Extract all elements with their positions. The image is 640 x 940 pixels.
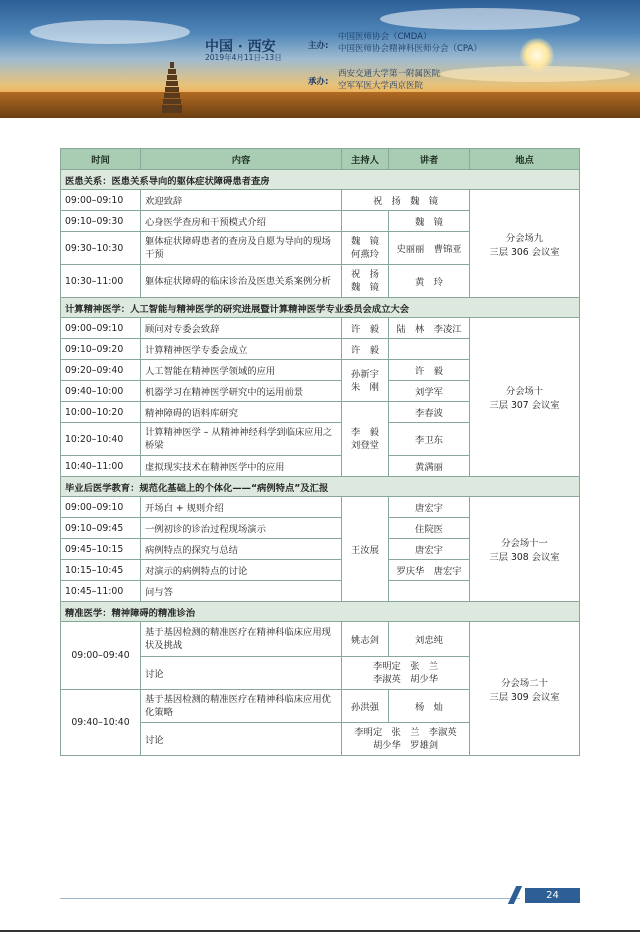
organizer-org: 空军军医大学西京医院 [338,81,424,91]
event-date: 2019年4月11日–13日 [205,53,282,62]
venue-name: 分会场二十 [501,677,548,689]
host-cell [342,211,389,232]
content-cell: 欢迎致辞 [141,190,342,211]
footer-slash-shape [508,886,522,904]
host-cell: 王汝展 [342,497,389,602]
host-speaker-cell [342,657,470,690]
section-title: 毕业后医学教育：规范化基础上的个体化——“病例特点”及汇报 [61,477,580,497]
content-cell: 开场白 + 规则介绍 [141,497,342,518]
col-header-host: 主持人 [342,149,389,170]
host-speaker-cell [342,723,470,756]
speaker-cell: 史丽丽 曹锦亚 [389,232,470,265]
speaker-cell: 李卫东 [389,423,470,456]
time-cell: 09:45–10:15 [61,539,141,560]
table-row [61,190,580,211]
time-cell: 09:00–09:10 [61,497,141,518]
time-cell: 10:20–10:40 [61,423,141,456]
time-cell: 09:00–09:40 [61,622,141,690]
content-cell: 基于基因检测的精准医疗在精神科临床应用现状及挑战 [141,622,342,657]
speaker-cell: 黄 玲 [389,265,470,298]
section-title: 计算精神医学：人工智能与精神医学的研究进展暨计算精神医学专业委员会成立大会 [61,298,580,318]
event-city: 中国 · 西安 [205,39,276,55]
time-cell: 09:20–09:40 [61,360,141,381]
organizer-label: 承办: [308,77,329,87]
time-cell: 09:40–10:00 [61,381,141,402]
pagoda-icon [162,62,182,108]
speaker-cell [389,339,470,360]
host-speaker-cell: 祝 扬 魏 镜 [342,190,470,211]
page-number: 24 [525,888,580,903]
time-cell: 09:10–09:45 [61,518,141,539]
venue-cell [470,318,580,477]
table-row [61,622,580,657]
time-cell: 10:15–10:45 [61,560,141,581]
section-row [61,477,580,497]
venue-cell [470,497,580,602]
footer-rule [60,898,520,899]
venue-name: 分会场十 [505,386,544,397]
schedule-table [60,148,580,756]
speaker-cell: 陆 林 李凌江 [389,318,470,339]
speaker-cell: 唐宏宇 [389,497,470,518]
time-cell: 10:00–10:20 [61,402,141,423]
content-cell: 心身医学查房和干预模式介绍 [141,211,342,232]
content-cell: 问与答 [141,581,342,602]
section-title: 医患关系：医患关系导向的躯体症状障碍患者查房 [61,170,580,190]
bottom-rule [0,930,640,932]
speaker-cell [389,581,470,602]
section-row [61,170,580,190]
content-cell: 人工智能在精神医学领域的应用 [141,360,342,381]
content-cell: 顾问对专委会致辞 [141,318,342,339]
discussant-line: 李明定 张 兰 李淑英 [354,727,457,738]
discussant-line: 胡少华 罗雄剑 [372,740,439,751]
content-cell: 精神障碍的语料库研究 [141,402,342,423]
section-row [61,602,580,622]
venue-room: 三层 306 会议室 [489,246,560,258]
host-cell: 姚志剑 [342,622,389,657]
organizer-org: 西安交通大学第一附属医院 [338,69,441,79]
time-cell: 10:30–11:00 [61,265,141,298]
content-cell: 讨论 [141,657,342,690]
time-cell: 10:40–11:00 [61,456,141,477]
sun-shape [520,38,554,72]
host-cell: 孙新宇 朱 刚 [342,360,389,402]
venue-name: 分会场九 [505,232,544,244]
time-cell: 09:10–09:20 [61,339,141,360]
content-cell: 一例初诊的诊治过程现场演示 [141,518,342,539]
venue-name: 分会场十一 [501,538,548,549]
host-label: 主办: [308,41,329,51]
ground-shape [0,92,640,118]
section-title: 精准医学：精神障碍的精准诊治 [61,602,580,622]
speaker-cell: 罗庆华 唐宏宇 [389,560,470,581]
speaker-cell: 住院医 [389,518,470,539]
content-cell: 躯体症状障碍的临床诊治及医患关系案例分析 [141,265,342,298]
host-cell: 李 毅 刘登堂 [342,402,389,477]
time-cell: 09:00–09:10 [61,190,141,211]
time-cell: 09:30–10:30 [61,232,141,265]
speaker-cell: 刘忠纯 [389,622,470,657]
host-cell: 许 毅 [342,318,389,339]
venue-cell [470,622,580,756]
content-cell: 病例特点的探究与总结 [141,539,342,560]
page-footer [0,884,640,904]
content-cell: 虚拟现实技术在精神医学中的应用 [141,456,342,477]
speaker-cell: 黄满丽 [389,456,470,477]
content-cell: 躯体症状障碍患者的查房及自愿为导向的现场干预 [141,232,342,265]
content-cell: 机器学习在精神医学研究中的运用前景 [141,381,342,402]
table-row [61,497,580,518]
venue-room: 三层 308 会议室 [489,552,560,563]
col-header-content: 内容 [141,149,342,170]
section-row [61,298,580,318]
venue-room: 三层 307 会议室 [489,400,560,411]
speaker-cell: 唐宏宇 [389,539,470,560]
content-cell: 基于基因检测的精准医疗在精神科临床应用优化策略 [141,690,342,723]
cloud-shape [380,8,580,30]
venue-room: 三层 309 会议室 [489,691,560,703]
time-cell: 10:45–11:00 [61,581,141,602]
header-banner [0,0,640,118]
time-cell: 09:00–09:10 [61,318,141,339]
host-org: 中国医师协会（CMDA） [338,32,432,42]
speaker-cell: 魏 镜 [389,211,470,232]
table-row [61,318,580,339]
host-cell: 孙洪强 [342,690,389,723]
speaker-cell: 杨 灿 [389,690,470,723]
content-cell: 讨论 [141,723,342,756]
host-cell: 许 毅 [342,339,389,360]
speaker-cell: 许 毅 [389,360,470,381]
host-cell: 魏 镜 何燕玲 [342,232,389,265]
discussant-line: 李明定 张 兰 [372,661,439,672]
time-cell: 09:10–09:30 [61,211,141,232]
host-org: 中国医师协会精神科医师分会（CPA） [338,44,482,54]
col-header-speaker: 讲者 [389,149,470,170]
venue-cell [470,190,580,298]
speaker-cell: 刘学军 [389,381,470,402]
discussant-line: 李淑英 胡少华 [372,674,439,685]
content-cell: 计算精神医学 – 从精神神经科学到临床应用之桥梁 [141,423,342,456]
speaker-cell: 李春波 [389,402,470,423]
content-cell: 计算精神医学专委会成立 [141,339,342,360]
cloud-shape [30,20,190,44]
table-header-row [61,149,580,170]
host-cell: 祝 扬 魏 镜 [342,265,389,298]
col-header-time: 时间 [61,149,141,170]
col-header-venue: 地点 [470,149,580,170]
time-cell: 09:40–10:40 [61,690,141,756]
content-cell: 对演示的病例特点的讨论 [141,560,342,581]
